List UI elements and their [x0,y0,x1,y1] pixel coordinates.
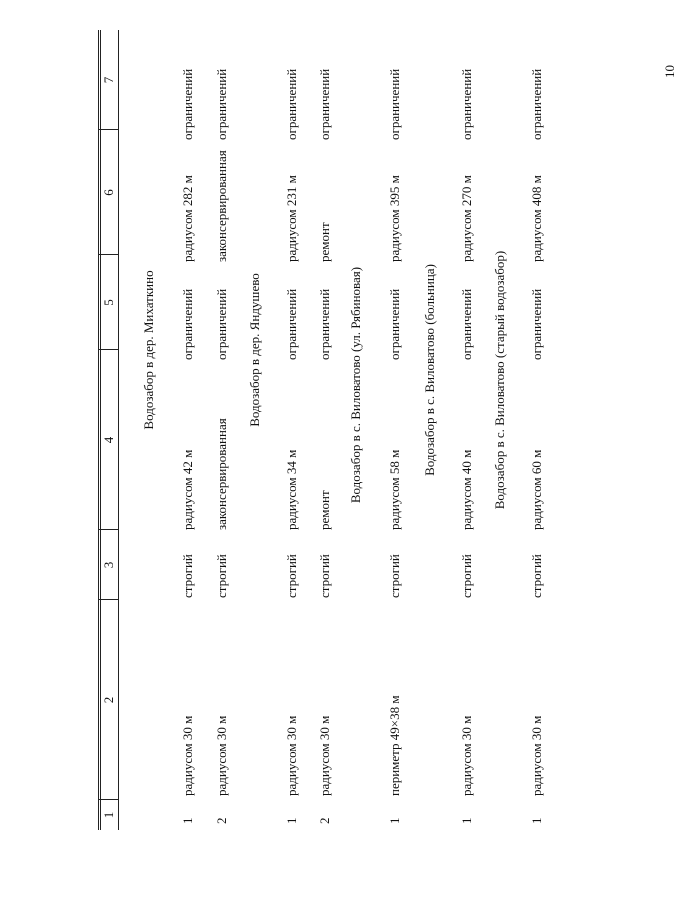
row-number: 1 [387,817,402,824]
zone-1-size: радиусом 30 м [317,715,332,796]
row-number: 1 [529,817,544,824]
zone-2-regime: ограничений [529,288,544,360]
zone-2-regime: ограничений [214,288,229,360]
zone-1-regime: строгий [214,554,229,598]
zone-1-size: радиусом 30 м [180,715,195,796]
page-number: 10 [662,65,677,78]
zone-3-regime: ограничений [387,68,402,140]
zone-3-size: законсервированная [214,150,229,262]
zone-2-regime: ограничений [284,288,299,360]
zone-1-size: радиусом 30 м [284,715,299,796]
zone-2-size: радиусом 60 м [529,449,544,530]
zone-3-regime: ограничений [317,68,332,140]
zone-2-regime: ограничений [180,288,195,360]
section-title: Водозабор в с. Виловатово (больница) [422,264,437,476]
zone-1-regime: строгий [459,554,474,598]
zone-1-size: радиусом 30 м [459,715,474,796]
zone-1-regime: строгий [284,554,299,598]
zone-3-size: радиусом 231 м [284,175,299,262]
zone-2-regime: ограничений [387,288,402,360]
column-header: 2 [100,696,116,704]
zone-3-regime: ограничений [180,68,195,140]
zone-2-regime: ограничений [459,288,474,360]
zone-2-size: радиусом 58 м [387,449,402,530]
zone-2-size: ремонт [317,490,332,530]
zone-3-regime: ограничений [284,68,299,140]
zone-2-size: радиусом 40 м [459,449,474,530]
column-header: 6 [100,189,116,196]
zone-3-regime: ограничений [459,68,474,140]
row-number: 2 [214,817,229,824]
column-header: 3 [100,561,116,569]
zone-1-regime: строгий [180,554,195,598]
zone-1-regime: строгий [317,554,332,598]
header-bottom-rule [118,30,119,830]
zone-2-size: радиусом 34 м [284,449,299,530]
zone-1-size: радиусом 30 м [214,715,229,796]
column-header: 5 [100,299,116,306]
zone-2-size: радиусом 42 м [180,449,195,530]
zone-3-regime: ограничений [214,68,229,140]
section-title: Водозабор в дер. Михаткино [141,270,156,430]
column-header: 7 [100,76,116,84]
section-title: Водозабор в дер. Яндушево [247,273,262,427]
zone-3-size: радиусом 408 м [529,175,544,262]
row-number: 1 [459,817,474,824]
zone-3-size: радиусом 270 м [459,175,474,262]
column-header: 1 [100,811,116,819]
row-number: 1 [284,817,299,824]
zone-1-regime: строгий [529,554,544,598]
zone-3-size: радиусом 395 м [387,175,402,262]
rotated-table [98,30,568,830]
column-header: 4 [100,436,116,444]
section-title: Водозабор в с. Виловатово (старый водозабор) [492,250,507,510]
section-title: Водозабор в с. Виловатово (ул. Рябиновая) [348,266,363,504]
zone-3-regime: ограничений [529,68,544,140]
zone-2-size: законсервированная [214,418,229,530]
row-number: 1 [180,817,195,824]
zone-1-regime: строгий [387,554,402,598]
row-number: 2 [317,817,332,824]
zone-1-size: радиусом 30 м [529,715,544,796]
zone-3-size: ремонт [317,222,332,262]
zone-1-size: периметр 49×38 м [387,695,402,796]
zone-3-size: радиусом 282 м [180,175,195,262]
zone-2-regime: ограничений [317,288,332,360]
